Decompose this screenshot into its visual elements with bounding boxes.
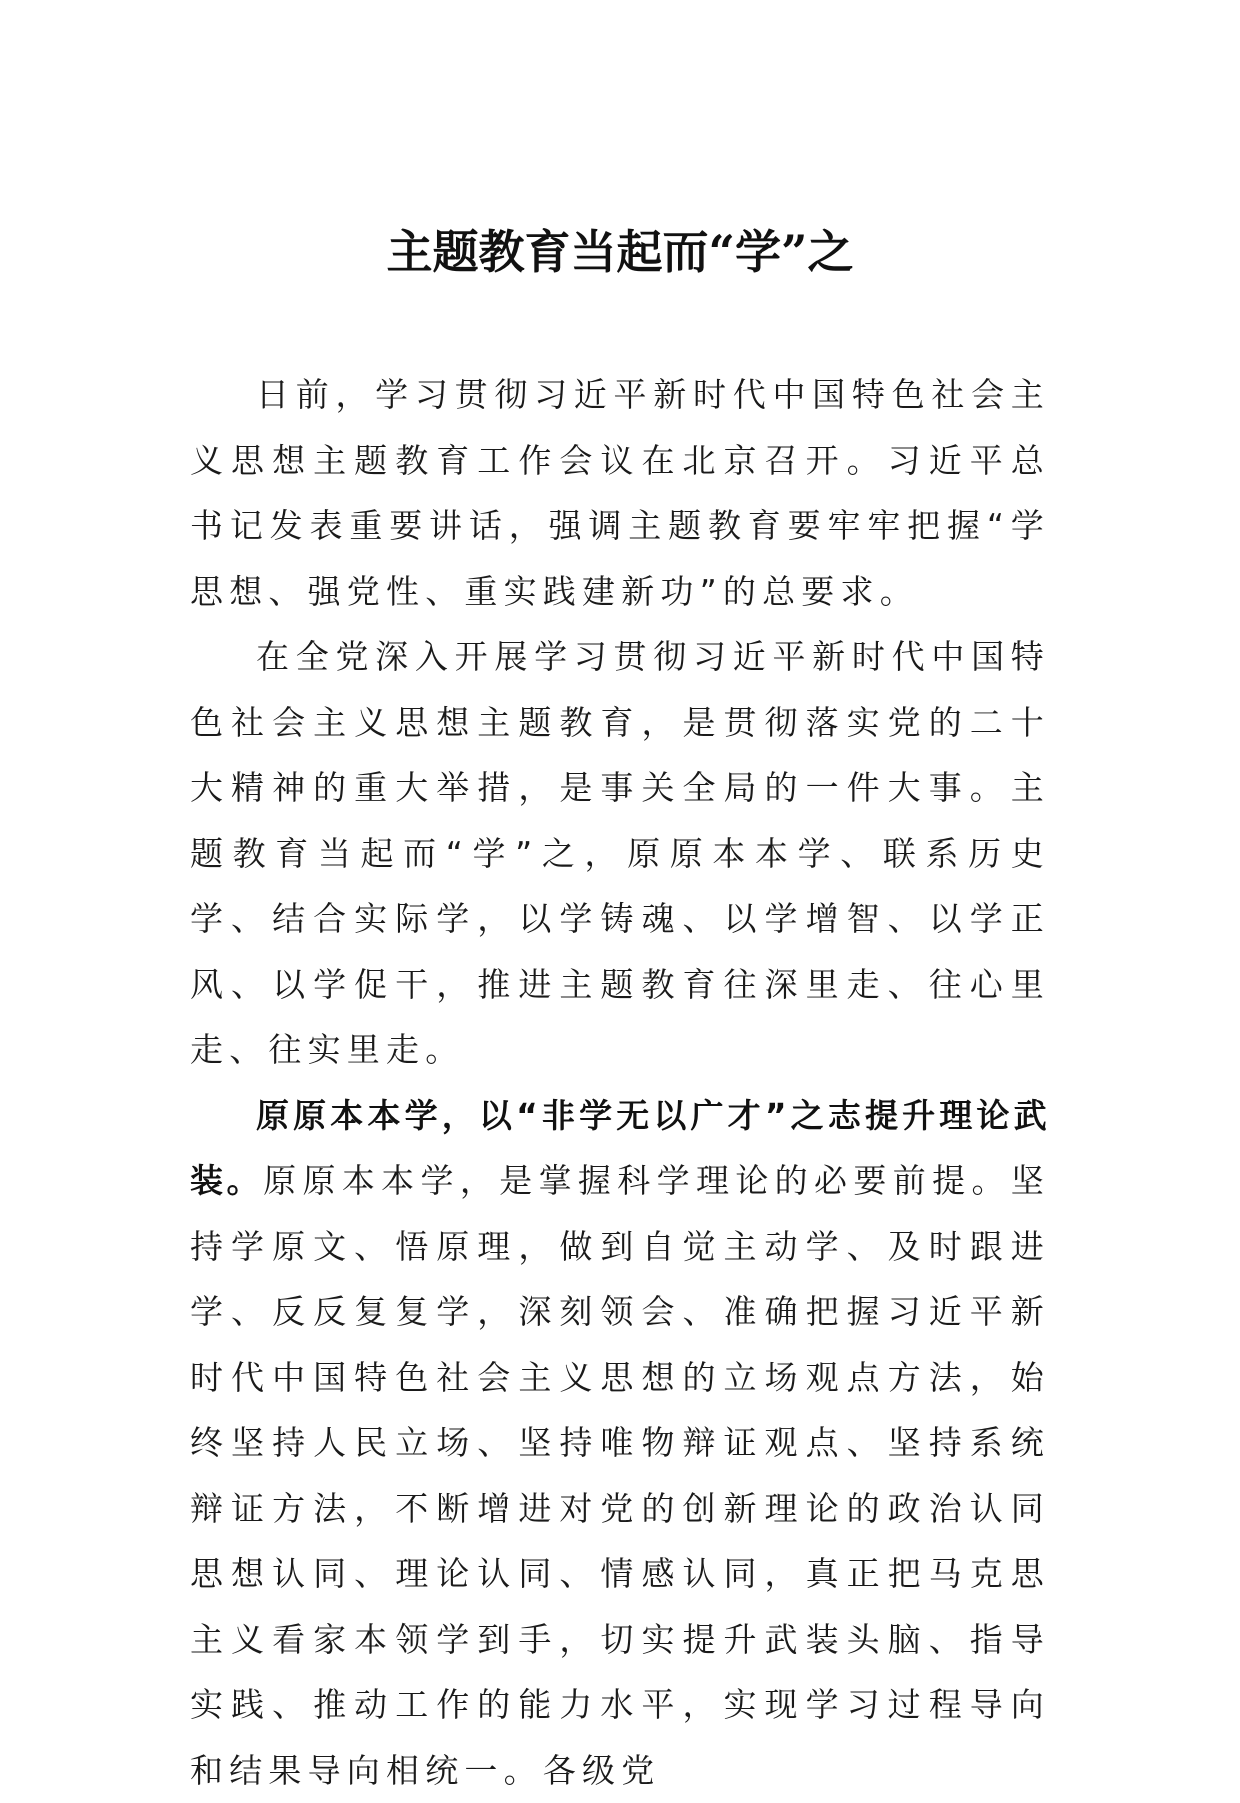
paragraph-significance — [190, 624, 1050, 1083]
paragraph-study-original-text: 原原本本学，是掌握科学理论的必要前提。坚持学原文、悟原理，做到自觉主动学、及时跟进学、反反复复学，深刻领会、准确把握习近平新时代中国特色社会主义思想的立场观点方法，始终坚持人民立场、坚持唯物辩证观点、坚持系统辩证方法，不断增进对党的创新理论的政治认同思想认同、理论认同、情感认同，真正把马克思主义看家本领学到手，切实提升武装头脑、指导实践、推动工作的能力水平，实现学习过程导向和结果导向相统一。各级党 — [190, 1161, 1050, 1790]
document-body — [190, 362, 1050, 1803]
paragraph-lead-heading: 原原本本学，以“非学无以广才”之志提升理论武装。 — [190, 1096, 1050, 1201]
paragraph-intro — [190, 362, 1050, 624]
paragraph-study-original — [190, 1083, 1050, 1803]
document-title: 主题教育当起而“学”之 — [0, 222, 1240, 282]
paragraph-intro-text: 日前，学习贯彻习近平新时代中国特色社会主义思想主题教育工作会议在北京召开。习近平总书记发表重要讲话，强调主题教育要牢牢把握“学思想、强党性、重实践建新功”的总要求。 — [190, 375, 1050, 611]
paragraph-significance-text: 在全党深入开展学习贯彻习近平新时代中国特色社会主义思想主题教育，是贯彻落实党的二十大精神的重大举措，是事关全局的一件大事。主题教育当起而“学”之，原原本本学、联系历史学、结合实际学，以学铸魂、以学增智、以学正风、以学促干，推进主题教育往深里走、往心里走、往实里走。 — [190, 637, 1050, 1069]
